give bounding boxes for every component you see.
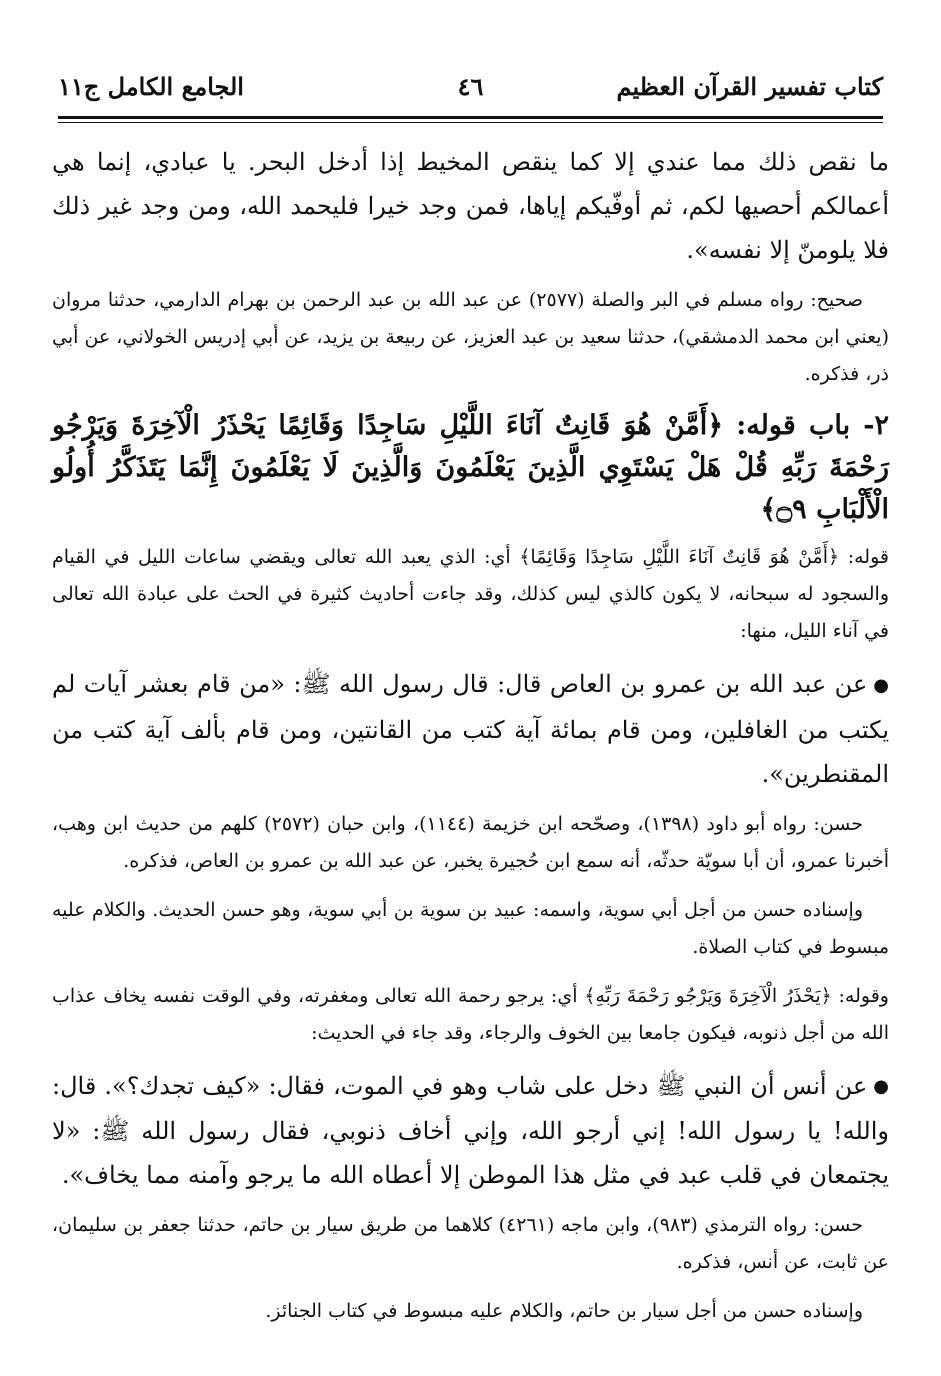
hadith-paragraph: [52, 1064, 889, 1198]
bullet-icon: ●: [873, 674, 889, 696]
bullet-icon: ●: [873, 1076, 889, 1097]
chapter-heading: ٢- باب قوله: ﴿أَمَّنْ هُوَ قَانِتٌ آنَاءَ اللَّيْلِ سَاجِدًا وَقَائِمًا يَحْذَرُ الْآخِرَةَ وَيَرْجُو رَحْمَةَ رَبِّهِ قُلْ هَلْ يَسْتَوِي الَّذِينَ يَعْلَمُونَ وَالَّذِينَ لَا يَعْلَمُونَ إِنَّمَا يَتَذَكَّرُ أُولُو الْأَلْبَابِ ۝٩﴾: [52, 410, 889, 525]
page-number: ٤٦: [457, 72, 484, 101]
header-rule-thin: [58, 122, 883, 123]
takhrij-note: صحيح: رواه مسلم في البر والصلة (٢٥٧٧) عن عبد الله بن عبد الرحمن بن بهرام الدارمي، حدثنا مروان (يعني ابن محمد الدمشقي)، حدثنا سعيد بن عبد العزيز، عن ربيعة بن يزيد، عن أبي إدريس الخولاني، عن أبي ذر، فذكره.: [52, 289, 889, 385]
isnad-note: وإسناده حسن من أجل سيار بن حاتم، والكلام عليه مبسوط في كتاب الجنائز.: [265, 1300, 863, 1322]
takhrij-note: حسن: رواه أبو داود (١٣٩٨)، وصحّحه ابن خزيمة (١١٤٤)، وابن حبان (٢٥٧٢) كلهم من حديث ابن وهب، أخبرنا عمرو، أن أبا سويّة حدثّه، أنه سمع ابن حُجيرة يخبر، عن عبد الله بن عمرو بن العاص، فذكره.: [52, 812, 889, 872]
book-title: كتاب تفسير القرآن العظيم: [616, 72, 883, 101]
volume-label: الجامع الكامل ج١١: [58, 72, 244, 101]
commentary-paragraph: قوله: ﴿أَمَّنْ هُوَ قَانِتٌ آنَاءَ اللَّيْلِ سَاجِدًا وَقَائِمًا﴾ أي: الذي يعبد الله تعالى ويقضي ساعات الليل في القيام والسجود له سبحانه، لا يكون كالذي ليس كذلك، وقد جاءت أحاديث كثيرة في الحث على عبادة الله تعالى في آناء الليل، منها:: [52, 546, 889, 642]
isnad-note: وإسناده حسن من أجل أبي سوية، واسمه: عبيد بن سوية بن أبي سوية، وهو حسن الحديث. والكلام عليه مبسوط في كتاب الصلاة.: [52, 898, 889, 958]
page-body: [52, 140, 889, 1342]
commentary-paragraph: وقوله: ﴿يَحْذَرُ الْآخِرَةَ وَيَرْجُو رَحْمَةَ رَبِّهِ﴾ أي: يرجو رحمة الله تعالى ومغفرته، وفي الوقت نفسه يخاف عذاب الله من أجل ذنوبه، فيكون جامعا بين الخوف والرجاء، وقد جاء في الحديث:: [52, 984, 889, 1044]
hadith-text: عن أنس أن النبي ﷺ دخل على شاب وهو في الموت، فقال: «كيف تجدك؟». قال: والله! يا رسول الله! إني أرجو الله، وإني أخاف ذنوبي، فقال رسول الله ﷺ: «لا يجتمعان في قلب عبد في مثل هذا الموطن إلا أعطاه الله ما يرجو وآمنه مما يخاف».: [52, 1071, 889, 1189]
hadith-text-continuation: ما نقص ذلك مما عندي إلا كما ينقص المخيط إذا أدخل البحر. يا عبادي، إنما هي أعمالكم أحصيها لكم، ثم أوفّيكم إياها، فمن وجد خيرا فليحمد الله، ومن وجد غير ذلك فلا يلومنّ إلا نفسه».: [52, 148, 889, 264]
hadith-text: عن عبد الله بن عمرو بن العاص قال: قال رسول الله ﷺ: «من قام بعشر آيات لم يكتب من الغافلين، ومن قام بمائة آية كتب من القانتين، ومن قام بألف آية كتب من المقنطرين».: [52, 670, 889, 788]
hadith-paragraph: [52, 662, 889, 796]
header-rule-thick: [58, 116, 883, 119]
running-header: [58, 72, 883, 112]
takhrij-note: حسن: رواه الترمذي (٩٨٣)، وابن ماجه (٤٢٦١) كلاهما من طريق سيار بن حاتم، حدثنا جعفر بن سليمان، عن ثابت، عن أنس، فذكره.: [52, 1214, 889, 1273]
